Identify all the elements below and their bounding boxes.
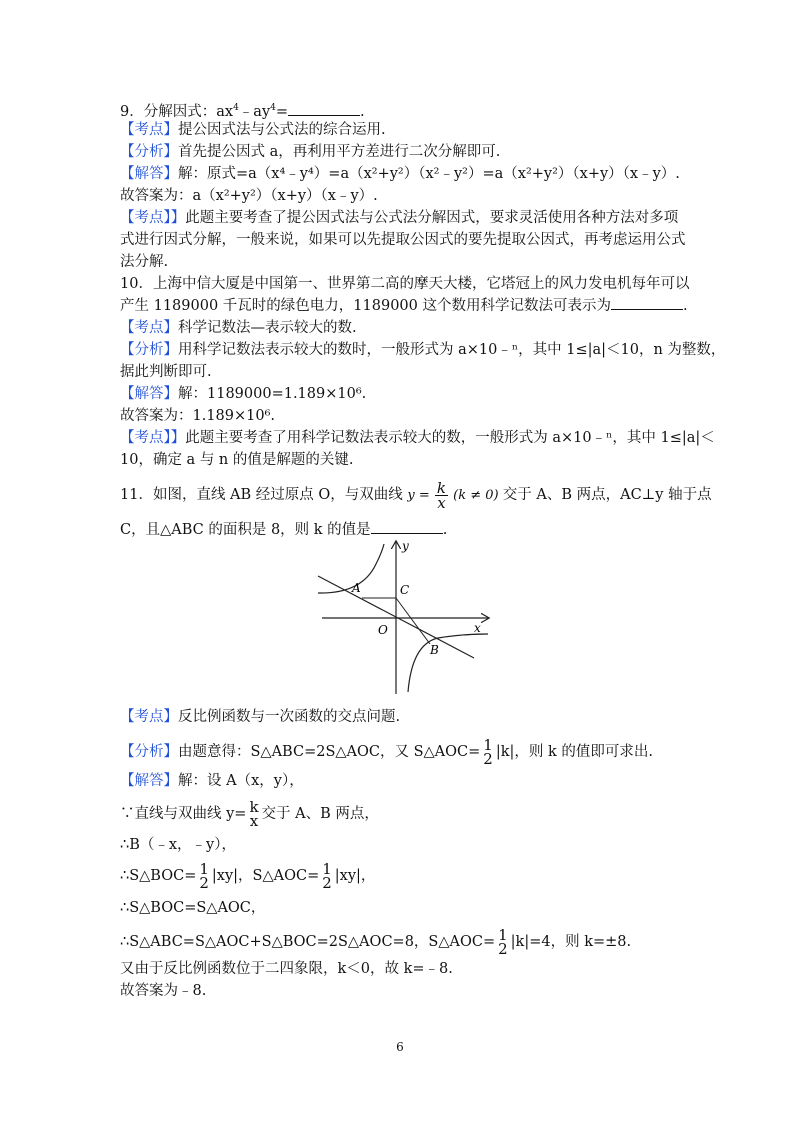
q9-answer: 故答案为：a（x²+y²）（x+y）（x﹣y）. [120,188,378,204]
label-y: y [402,539,409,553]
q9-stem: 9．分解因式：$ax^4﹣ay^4=$ . [120,97,730,123]
label-a: A [352,581,361,595]
label-x: x [474,621,481,635]
q10-dianping: 【考点】】此题主要考查了用科学记数法表示较大的数，一般形式为 a×10﹣ⁿ，其中 1≤|a|＜ [120,430,715,446]
q9-dianping-2: 式进行因式分解，一般来说，如果可以先提取公因式的要先提取公因式，再考虑运用公式 [120,232,686,248]
q11-step-2: ∴B（﹣x，﹣y）， [120,837,236,853]
hyperbola-branch-upper [318,544,384,593]
fenxi-tag: 【分析】 [120,342,178,358]
fenxi-tag: 【分析】 [120,144,178,160]
q11-jieda: 【解答】解：设 A（x，y）， [120,773,304,789]
answer-blank [288,101,360,116]
dianping-tag: 【考点】】 [120,430,186,446]
hyperbola-branch-lower [408,634,488,692]
fenxi-tag: 【分析】 [120,744,178,760]
label-c: C [400,583,410,597]
q10-stem-2: 产生 1189000 千瓦时的绿色电力，1189000 这个数用科学记数法可表示为 . [120,295,730,317]
kaodian-tag: 【考点】 [120,122,178,138]
q10-kaodian: 【考点】科学记数法—表示较大的数. [120,320,357,336]
q10-stem-1: 10．上海中信大厦是中国第一、世界第二高的摩天大楼，它塔冠上的风力发电机每年可以 [120,276,690,292]
q11-step-3: ∴S△BOC= 1 2 |xy|，S△AOC= 1 2 |xy|， [120,860,376,892]
q11-step-6: 又由于反比例函数位于二四象限，k＜0，故 k=﹣8. [120,961,453,977]
q11-stem-1: 11．如图，直线 AB 经过原点 O，与双曲线 y = $\frac{k}{x}$ (k ≠ 0) 交于 A、B 两点，AC⊥y 轴于点 [120,479,712,512]
hyperbola-graph [312,534,497,696]
q10-fenxi: 【分析】用科学记数法表示较大的数时，一般形式为 a×10﹣ⁿ，其中 1≤|a|＜10，n 为整数， [120,342,726,358]
segment-bc [396,598,430,644]
q9-kaodian: 【考点】提公因式法与公式法的综合运用. [120,122,386,138]
kaodian-tag: 【考点】 [120,709,178,725]
hyperbola-formula: y = $\frac{k}{x}$ (k ≠ 0) [407,479,499,512]
q9-fenxi: 【分析】首先提公因式 a，再利用平方差进行二次分解即可. [120,144,501,160]
page-number: 6 [396,1040,404,1054]
q9-dianping-3: 法分解. [120,254,169,270]
label-o: O [378,623,388,637]
q10-jieda: 【解答】解：1189000=1.189×10⁶. [120,386,367,402]
q11-kaodian: 【考点】反比例函数与一次函数的交点问题. [120,709,401,725]
q10-fenxi-2: 据此判断即可. [120,364,212,380]
jieda-tag: 【解答】 [120,166,178,182]
q11-stem-2: C，且△ABC 的面积是 8，则 k 的值是 . [120,519,730,541]
jieda-tag: 【解答】 [120,773,178,789]
q9-jieda: 【解答】解：原式=a（x⁴﹣y⁴）=a（x²+y²）（x²﹣y²）=a（x²+y²）（x+y）（x﹣y）. [120,166,680,182]
q11-step-4: ∴S△BOC=S△AOC， [120,900,266,916]
q11-fenxi: 【分析】由题意得：S△ABC=2S△AOC，又 S△AOC= 1 2 |k|，则 k 的值即可求出. [120,736,654,768]
q11-answer: 故答案为﹣8. [120,983,207,999]
kaodian-tag: 【考点】 [120,320,178,336]
q9-dianping: 【考点】】此题主要考查了提公因式法与公式法分解因式，要求灵活使用各种方法对多项 [120,210,679,226]
q11-step-5: ∴S△ABC=S△AOC+S△BOC=2S△AOC=8，S△AOC= 1 2 |k|=4，则 k=±8. [120,926,632,958]
q10-answer: 故答案为：1.189×10⁶. [120,408,276,424]
jieda-tag: 【解答】 [120,386,178,402]
q11-step-1: ∵直线与双曲线 y= k x 交于 A、B 两点， [120,798,379,830]
q10-dianping-2: 10，确定 a 与 n 的值是解题的关键. [120,452,354,468]
answer-blank [611,295,683,310]
label-b: B [430,643,439,657]
dianping-tag: 【考点】】 [120,210,186,226]
answer-blank [371,519,443,534]
